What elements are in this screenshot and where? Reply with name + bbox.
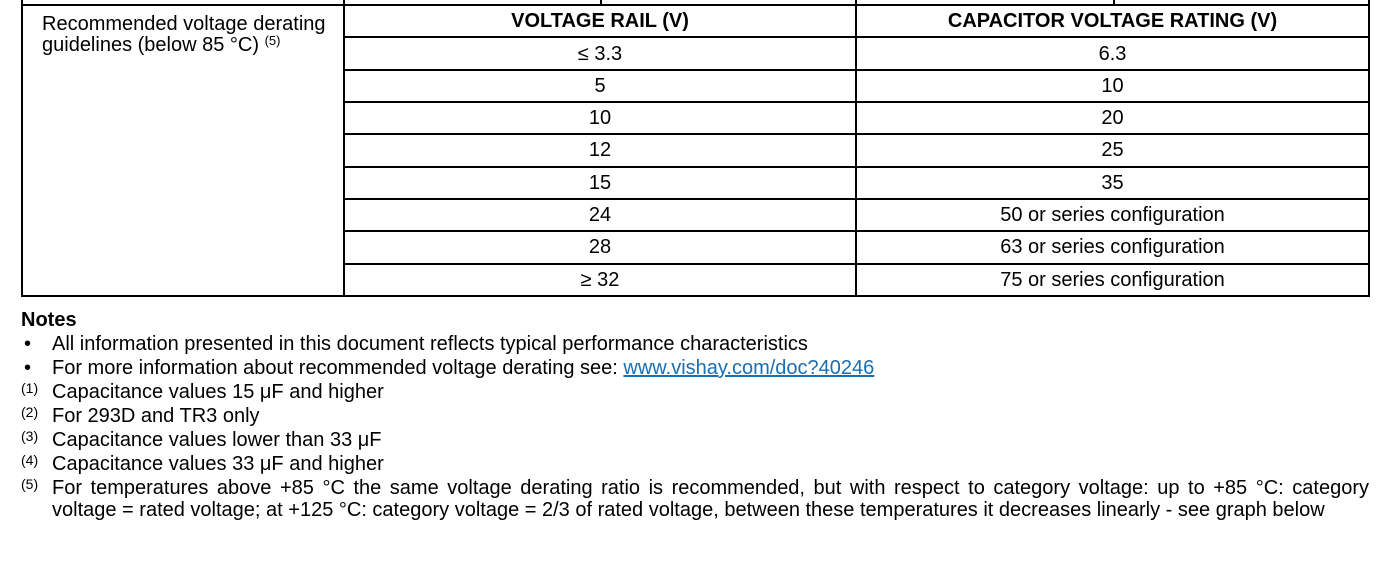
footnote-marker: (2) — [21, 404, 39, 420]
footnote-1 — [21, 380, 1369, 404]
capacitor-rating-cell: 10 — [856, 70, 1369, 102]
derating-doc-link[interactable]: www.vishay.com/doc?40246 — [623, 357, 875, 379]
footnote-marker: (1) — [21, 380, 39, 396]
voltage-rail-cell: 5 — [344, 70, 856, 102]
note-bullet — [21, 356, 1369, 380]
notes-section — [21, 308, 1369, 521]
footnote-4 — [21, 452, 1369, 476]
footnote-text: Capacitance values lower than 33 μF — [52, 429, 382, 451]
capacitor-rating-cell: 25 — [856, 134, 1369, 166]
footnote-text: For temperatures above +85 °C the same voltage derating ratio is recommended, but with respect to category voltage: up to +85 °C: category voltage = rated voltage; at +125 °C: category voltage = 2/3 of rated voltage, between these temperatures it decreases linearly - see graph below — [52, 477, 1369, 521]
capacitor-rating-cell: 63 or series configuration — [856, 231, 1369, 263]
voltage-rail-cell: 10 — [344, 102, 856, 134]
capacitor-rating-cell: 50 or series configuration — [856, 199, 1369, 231]
voltage-rail-cell: 12 — [344, 134, 856, 166]
note-text: All information presented in this document reflects typical performance characteristics — [52, 333, 808, 355]
bullet-marker: • — [24, 333, 32, 355]
capacitor-rating-cell: 6.3 — [856, 37, 1369, 69]
voltage-rail-cell: ≥ 32 — [344, 264, 856, 296]
note-bullet — [21, 332, 1369, 356]
voltage-rail-cell: 28 — [344, 231, 856, 263]
capacitor-rating-cell: 20 — [856, 102, 1369, 134]
note-text: For more information about recommended voltage derating see: — [52, 357, 624, 379]
parameter-cell — [22, 5, 344, 296]
voltage-derating-table — [21, 0, 1370, 297]
footnote-3 — [21, 428, 1369, 452]
capacitor-rating-cell: 75 or series configuration — [856, 264, 1369, 296]
footnote-text: Capacitance values 15 μF and higher — [52, 381, 384, 403]
parameter-footnote-ref: (5) — [264, 33, 281, 49]
footnote-marker: (3) — [21, 428, 39, 444]
footnote-2 — [21, 404, 1369, 428]
column-header-capacitor-rating: CAPACITOR VOLTAGE RATING (V) — [856, 5, 1369, 37]
footnote-5 — [21, 476, 1369, 521]
parameter-label: Recommended voltage derating guidelines (below 85 °C) — [42, 13, 326, 57]
voltage-rail-cell: 15 — [344, 167, 856, 199]
footnote-text: For 293D and TR3 only — [52, 405, 260, 427]
table-header-row — [22, 5, 1369, 37]
bullet-marker: • — [24, 357, 32, 379]
voltage-rail-cell: 24 — [344, 199, 856, 231]
column-header-voltage-rail: VOLTAGE RAIL (V) — [344, 5, 856, 37]
footnote-text: Capacitance values 33 μF and higher — [52, 453, 384, 475]
footnote-marker: (4) — [21, 452, 39, 468]
voltage-rail-cell: ≤ 3.3 — [344, 37, 856, 69]
capacitor-rating-cell: 35 — [856, 167, 1369, 199]
footnote-marker: (5) — [21, 476, 39, 492]
notes-title: Notes — [21, 309, 77, 331]
